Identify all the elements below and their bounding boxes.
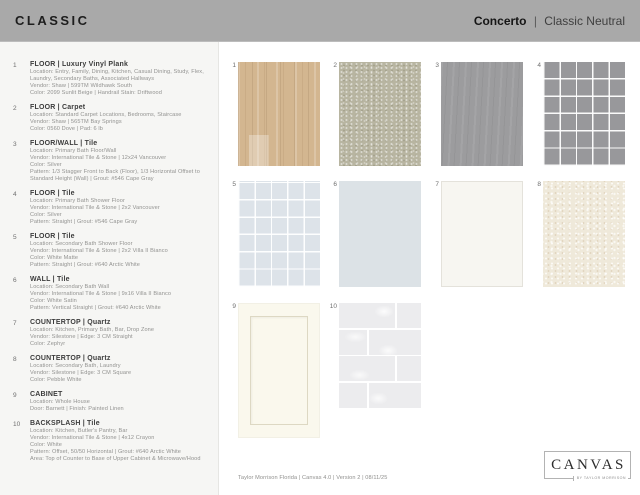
spec-item-detail: Pattern: 1/3 Stagger Front to Back (Floor), 1/3 Horizontal Offset to Standard Height (Wall) | Grout: #546 Cape Gray: [30, 169, 200, 182]
material-swatch-tile-2x2-villa-bianco-white: [238, 181, 320, 287]
canvas-logo-text: CANVAS: [551, 456, 626, 473]
spec-item-number: 3: [13, 140, 17, 148]
swatch-number-9: 9: [232, 303, 236, 310]
spec-item-detail: Location: Secondary Bath Shower Floor: [30, 241, 133, 247]
swatch-number-6: 6: [333, 181, 337, 188]
spec-item-detail: Color: Zephyr: [30, 341, 66, 347]
spec-item-detail: Location: Secondary Bath Wall: [30, 284, 110, 290]
spec-item-detail: Location: Secondary Bath, Laundry: [30, 363, 121, 369]
spec-item-detail: Vendor: International Tile & Stone | 4x12 Crayon: [30, 435, 155, 441]
spec-item-detail: Location: Whole House: [30, 399, 90, 405]
spec-item-7: [13, 318, 210, 348]
spec-item-detail: Area: Top of Counter to Base of Upper Cabinet & Microwave/Hood: [30, 456, 201, 462]
spec-item-number: 2: [13, 104, 17, 112]
series-title: CLASSIC: [15, 13, 90, 28]
spec-item-number: 9: [13, 391, 17, 399]
cabinet-door-panel: [250, 316, 308, 425]
spec-item-detail: Color: White Satin: [30, 298, 77, 304]
spec-item-detail: Location: Primary Bath Shower Floor: [30, 198, 125, 204]
spec-item-title: FLOOR | Luxury Vinyl Plank: [30, 61, 129, 68]
page-header: [0, 0, 640, 42]
material-swatch-tile-9x16-villa-bianco-white: [339, 181, 421, 287]
spec-item-4: [13, 189, 210, 226]
spec-item-detail: Color: Pebble White: [30, 377, 82, 383]
collection-name: Concerto: [473, 13, 527, 28]
spec-item-detail: Color: 0560 Dove | Pad: 6 lb: [30, 126, 103, 132]
spec-item-3: [13, 139, 210, 183]
footer-version-info: Taylor Morrison Florida | Canvas 4.0 | Version 2 | 08/11/25: [238, 475, 388, 481]
spec-item-detail: Location: Kitchen, Butler's Pantry, Bar: [30, 428, 128, 434]
spec-item-title: BACKSPLASH | Tile: [30, 420, 100, 427]
spec-item-number: 10: [13, 420, 21, 428]
spec-item-title: WALL | Tile: [30, 276, 70, 283]
spec-item-detail: Color: 2099 Sunlit Beige | Handrail Stain: Driftwood: [30, 90, 162, 96]
spec-item-8: [13, 354, 210, 384]
spec-item-number: 5: [13, 233, 17, 241]
spec-item-detail: Location: Entry, Family, Dining, Kitchen, Casual Dining, Study, Flex, Laundry, Secondary Baths, Associated Hallways: [30, 69, 204, 82]
spec-item-2: [13, 103, 210, 133]
spec-item-detail: Vendor: Shaw | 565TM Bay Springs: [30, 119, 122, 125]
swatch-number-1: 1: [232, 62, 236, 69]
spec-item-title: FLOOR | Tile: [30, 233, 75, 240]
spec-item-title: CABINET: [30, 391, 63, 398]
swatch-number-5: 5: [232, 181, 236, 188]
spec-item-detail: Pattern: Vertical Straight | Grout: #640 Arctic White: [30, 305, 161, 311]
spec-item-detail: Door: Barnett | Finish: Painted Linen: [30, 406, 124, 412]
spec-item-10: [13, 419, 210, 463]
spec-item-detail: Vendor: International Tile & Stone | 2x2 Vancouver: [30, 205, 160, 211]
spec-item-detail: Vendor: Shaw | 599TM Wildhawk South: [30, 83, 132, 89]
spec-item-detail: Vendor: Silestone | Edge: 3 CM Straight: [30, 334, 133, 340]
spec-item-detail: Pattern: Offset, 50/50 Horizontal | Grout: #640 Arctic White: [30, 449, 181, 455]
spec-item-title: FLOOR | Tile: [30, 190, 75, 197]
spec-item-detail: Pattern: Straight | Grout: #546 Cape Gray: [30, 219, 138, 225]
spec-item-detail: Color: White: [30, 442, 62, 448]
swatch-number-7: 7: [435, 181, 439, 188]
spec-item-9: [13, 390, 210, 413]
spec-item-detail: Location: Kitchen, Primary Bath, Bar, Drop Zone: [30, 327, 155, 333]
spec-item-detail: Pattern: Straight | Grout: #640 Arctic White: [30, 262, 141, 268]
spec-item-number: 4: [13, 190, 17, 198]
spec-item-detail: Vendor: International Tile & Stone | 9x16 Villa II Bianco: [30, 291, 172, 297]
spec-item-title: COUNTERTOP | Quartz: [30, 355, 111, 362]
canvas-logo: [544, 451, 631, 479]
spec-item-6: [13, 275, 210, 312]
spec-item-title: FLOOR/WALL | Tile: [30, 140, 98, 147]
swatch-number-10: 10: [329, 303, 337, 310]
swatch-board: [219, 42, 640, 495]
material-swatch-luxury-vinyl-plank-sunlit-beige: [238, 62, 320, 166]
material-swatch-tile-12x24-vancouver-silver: [441, 62, 523, 166]
material-swatch-tile-4x12-crayon-white: [339, 303, 421, 409]
palette-name: Classic Neutral: [544, 13, 625, 28]
spec-item-detail: Color: Silver: [30, 162, 62, 168]
spec-item-number: 8: [13, 355, 17, 363]
title-divider: |: [533, 13, 537, 28]
spec-item-detail: Vendor: International Tile & Stone | 2x2 Villa II Bianco: [30, 248, 168, 254]
spec-item-detail: Location: Standard Carpet Locations, Bedrooms, Staircase: [30, 112, 182, 118]
swatch-number-2: 2: [333, 62, 337, 69]
material-swatch-quartz-zephyr: [441, 181, 523, 287]
spec-item-1: [13, 60, 210, 97]
spec-item-5: [13, 232, 210, 269]
material-swatch-tile-2x2-vancouver-silver: [543, 62, 625, 166]
spec-item-detail: Vendor: Silestone | Edge: 3 CM Square: [30, 370, 132, 376]
swatch-number-4: 4: [537, 62, 541, 69]
swatch-number-3: 3: [435, 62, 439, 69]
spec-item-detail: Color: Silver: [30, 212, 62, 218]
spec-list-panel: [0, 42, 219, 495]
collection-title: [474, 14, 625, 28]
spec-item-detail: Location: Primary Bath Floor/Wall: [30, 148, 117, 154]
spec-item-title: FLOOR | Carpet: [30, 104, 86, 111]
canvas-logo-tagline: BY TAYLOR MORRISON: [573, 476, 628, 481]
swatch-number-8: 8: [537, 181, 541, 188]
spec-item-title: COUNTERTOP | Quartz: [30, 319, 111, 326]
material-swatch-quartz-pebble-white: [543, 181, 625, 287]
material-swatch-carpet-dove: [339, 62, 421, 166]
spec-item-number: 6: [13, 276, 17, 284]
spec-item-number: 1: [13, 61, 17, 69]
spec-item-detail: Vendor: International Tile & Stone | 12x24 Vancouver: [30, 155, 167, 161]
spec-item-detail: Color: White Matte: [30, 255, 79, 261]
spec-item-number: 7: [13, 319, 17, 327]
material-swatch-cabinet-barnett-painted-linen: [238, 303, 320, 438]
